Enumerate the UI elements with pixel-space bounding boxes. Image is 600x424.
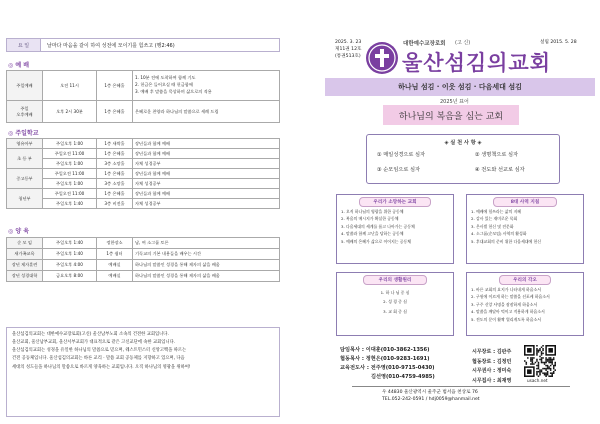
qr-module (536, 353, 538, 355)
list-item: 5. 후대교회의 준비 위한 다음세대에 헌신 (471, 238, 542, 244)
worship-table (6, 70, 280, 123)
worship-place: 1층 은혜홀 (97, 71, 133, 101)
qr-module (545, 365, 547, 367)
school-dept: 중고등부 (7, 169, 43, 189)
qr-module (535, 362, 537, 364)
school-time: 주일오전 11:00 (43, 149, 97, 159)
qr-module (533, 363, 535, 365)
qr-module (554, 369, 556, 371)
school-time: 주일오전 11:00 (43, 169, 97, 179)
training-name: 순 모 임 (7, 238, 43, 249)
announcement-line: 울산섬김의교회는 성경을 유일한 하나님의 말씀으로 믿으며, 웨스트민스터 신앙고백을 따르는 (12, 348, 187, 354)
qr-module (541, 353, 543, 355)
qr-module (545, 374, 547, 376)
practice-box (366, 134, 560, 184)
list-item: 1. 바른 교회의 요지가 나타내게 하옵소서 (471, 287, 542, 292)
staff-list (340, 346, 435, 382)
table-row (7, 139, 280, 149)
school-note: 장년들과 함께 예배 (133, 149, 280, 159)
school-place: 1층 은혜홀 (97, 189, 133, 199)
qr-module (536, 348, 538, 350)
qr-module (536, 359, 538, 361)
announcement-line: 세대의 성도들을 하나님의 말씀으로 바르게 양육하는 교회입니다. 오직 하나님의 영광을 위하여! (12, 364, 191, 370)
year-label: 2025년 표어 (440, 99, 469, 105)
note: 1. 10분 전에 도착하여 함께 기도 (135, 75, 196, 81)
elder-row (472, 358, 511, 368)
school-place: 3층 비전홀 (97, 199, 133, 209)
list-item: 5. 예배의 은혜가 삶으로 이어지는 공동체 (341, 238, 412, 244)
list-item: 4. 말씀을 깨달아 먹이고 적용하게 하옵소서 (471, 309, 545, 315)
qr-module (550, 375, 552, 377)
resolution-box (466, 272, 584, 336)
denomination-sub: (고 신) (455, 40, 471, 46)
elder-name: : 김판주 (493, 349, 512, 355)
list-item: 3. 교 회 중 심 (383, 308, 407, 314)
qr-module (536, 350, 538, 352)
issue-volume: 제11권 12호 (335, 47, 362, 52)
elder-name: : 김정민 (493, 358, 512, 365)
issue-date: 2025. 3. 23 (335, 40, 362, 45)
school-place: 1층 은혜홀 (97, 169, 133, 179)
training-time: 주일오후 1:40 (43, 249, 97, 260)
worship-notes: 은혜로운 찬양과 하나님의 말씀으로 세례 드림 (133, 101, 280, 123)
school-note: 자체 성경공부 (133, 199, 280, 209)
qr-module (542, 372, 544, 374)
qr-module (541, 357, 543, 359)
staff-role: 담임목사 (340, 347, 361, 353)
staff-name: : 전주영(010-9715-0430) (366, 365, 435, 372)
training-time: 주일오후 1:40 (43, 238, 97, 249)
qr-module (545, 360, 547, 362)
address: 우 44830 울산광역시 울주군 범서읍 천상로 76 (382, 390, 478, 395)
qr-module (554, 365, 556, 367)
training-name: 장년 제자훈련 (7, 260, 43, 271)
elder-name: : 정미숙 (493, 368, 512, 374)
life-principle-box (336, 272, 454, 336)
elder-role: 협동장로 (472, 358, 492, 365)
announcement-box (6, 327, 280, 417)
qr-module (539, 372, 541, 374)
qr-module (548, 360, 550, 362)
qr-module (541, 360, 543, 362)
announcement-line: 건전 공동체입니다. 울산섬김의교회는 바른 교리 · 말씀 교회 공동체를 지향하고 있으며, 다음 (12, 356, 185, 362)
qr-module (547, 368, 549, 370)
training-place: 정한장소 (97, 238, 133, 249)
list-item: 2. 성 경 중 심 (383, 299, 407, 305)
qr-module (550, 369, 552, 371)
qr-module (551, 362, 553, 364)
qr-module (530, 359, 532, 361)
school-dept: 청년부 (7, 189, 43, 209)
qr-module (545, 362, 547, 364)
table-row (7, 169, 280, 179)
table-row (7, 249, 280, 260)
school-note: 장년들과 함께 예배 (133, 139, 280, 149)
announcement-line: 울산섬김의교회는 대한예수교장로회(고신) 울산남부노회 소속의 건전한 교회입니다. (12, 332, 169, 337)
training-place: 예배실 (97, 271, 133, 282)
yearly-motto: 하나님의 복음을 심는 교회 (398, 111, 504, 122)
worship-name: 주일 오후예배 (7, 101, 43, 123)
qr-module (539, 359, 541, 361)
elder-role: 시무집사 (472, 377, 492, 384)
qr-module (541, 369, 543, 371)
qr-module (532, 362, 534, 364)
staff-name: : 이대훈(010-3862-1356) (361, 347, 430, 353)
note: 2. 헌금은 들어오실 때 헌금함에 (135, 82, 193, 88)
box-title: 우리가 소망하는 교회 (359, 197, 431, 207)
list-item: 1. 하 나 님 중 심 (380, 290, 410, 295)
school-place: 1층 새싹홀 (97, 139, 133, 149)
school-place: 3층 소망홀 (97, 159, 133, 169)
qr-module (550, 372, 552, 374)
qr-module (538, 350, 540, 352)
staff-row (340, 346, 435, 355)
qr-module (530, 357, 532, 359)
qr-module (544, 362, 546, 364)
qr-module (532, 360, 534, 362)
staff-row (340, 364, 435, 373)
list-item: 2. 구원에 이르게 하는 말씀을 선포케 하옵소서 (471, 294, 550, 300)
training-note: 기독교의 기본 내용들을 배우는 시간 (133, 249, 280, 260)
qr-module (538, 366, 540, 368)
qr-module (539, 348, 541, 350)
list-item: 2. 감사 있는 재미로운 목회 (471, 216, 518, 222)
qr-module (551, 375, 553, 377)
qr-module (542, 357, 544, 359)
qr-module (547, 359, 549, 361)
practice-item: ② 생명책으로 심자 (475, 152, 519, 158)
qr-module (545, 369, 547, 371)
qr-module (550, 359, 552, 361)
qr-module (550, 357, 552, 359)
qr-module (541, 371, 543, 373)
slogan-bar (325, 78, 595, 96)
qr-module (551, 359, 553, 361)
list-item: 3. 다음세대의 세계를 품고 나아가는 공동체 (341, 223, 415, 229)
qr-module (548, 348, 553, 353)
motto-bar (383, 105, 519, 125)
motto-label: 요 일 (7, 39, 41, 51)
elder-row (472, 367, 511, 377)
staff-row (340, 373, 435, 382)
worship-place: 1층 은혜홀 (97, 101, 133, 123)
list-item: 4. 말씀과 함께 고난을 당하는 공동체 (341, 231, 404, 237)
school-note: 장년들과 함께 예배 (133, 169, 280, 179)
training-time: 주일오후 4:00 (43, 260, 97, 271)
training-place: 1층 쉼터 (97, 249, 133, 260)
training-note: 하나님의 말씀인 성경을 통해 제자의 삶을 배움 (133, 271, 280, 282)
qr-module (553, 365, 555, 367)
school-place: 3층 소망홀 (97, 179, 133, 189)
table-row (7, 271, 280, 282)
practice-item: ① 매일성경으로 심자 (377, 152, 426, 158)
school-note: 장년들과 함께 예배 (133, 189, 280, 199)
qr-module (544, 374, 546, 376)
qr-module (539, 374, 541, 376)
contact: TEL.052-242-0591 / hdj0059@hanmail.net (382, 397, 480, 402)
church-name: 울산섬김의교회 (402, 51, 552, 75)
qr-module (538, 363, 540, 365)
qr-module (550, 365, 552, 367)
issue-number: (통권513호) (335, 54, 361, 59)
qr-module (539, 356, 541, 358)
qr-module (547, 366, 549, 368)
qr-module (545, 368, 547, 370)
qr-module (527, 357, 529, 359)
qr-module (545, 372, 547, 374)
school-dept: 초 등 부 (7, 149, 43, 169)
qr-module (545, 375, 547, 377)
qr-module (536, 365, 538, 367)
table-row (7, 71, 280, 101)
qr-module (547, 360, 549, 362)
school-dept: 영유아부 (7, 139, 43, 149)
qr-module (539, 369, 541, 371)
training-time: 금요오후 8:00 (43, 271, 97, 282)
qr-label: usach.net (527, 378, 548, 383)
school-place: 1층 은혜홀 (97, 149, 133, 159)
training-name: 장년 성경대학 (7, 271, 43, 282)
elder-row (472, 348, 511, 358)
list-item: 2. 복음의 메시지가 확실한 공동체 (341, 216, 399, 222)
qr-module (547, 372, 549, 374)
qr-module (553, 357, 555, 359)
school-time: 주일오후 1:40 (43, 199, 97, 209)
note: 3. 예배 후 말씀을 묵상하며 삶으로의 적용 (135, 88, 212, 94)
qr-module (553, 371, 555, 373)
qr-module (547, 365, 549, 367)
worship-heading: ◎ 예 배 (8, 62, 30, 69)
practice-item: ④ 전도와 선교로 심자 (475, 167, 525, 173)
elder-role: 시무장로 (472, 349, 492, 355)
qr-module (538, 371, 540, 373)
qr-module (538, 375, 540, 377)
table-row (7, 260, 280, 271)
training-table (6, 237, 280, 282)
divider (352, 386, 570, 387)
qr-module (548, 366, 550, 368)
qr-module (542, 350, 544, 352)
slogan: 하나님 섬김 · 이웃 섬김 · 다음세대 섬김 (398, 83, 522, 91)
practice-item: ③ 순모임으로 심자 (377, 167, 421, 173)
founded-date: 설립 2015. 5. 28 (540, 40, 577, 45)
elder-name: : 최재영 (493, 377, 512, 384)
table-row (7, 199, 280, 209)
practice-title: ◈ 실 천 사 항 ◈ (444, 140, 482, 146)
qr-module (553, 372, 555, 374)
qr-module (539, 371, 541, 373)
qr-module (544, 368, 546, 370)
qr-module (530, 363, 532, 365)
qr-module (536, 351, 538, 353)
qr-module (554, 363, 556, 365)
qr-module (541, 347, 543, 349)
staff-role: 협동목사 (340, 356, 361, 363)
qr-module (548, 362, 550, 364)
qr-module (538, 351, 540, 353)
qr-module (550, 362, 552, 364)
elder-list (472, 348, 511, 386)
staff-row (340, 355, 435, 364)
qr-module (542, 348, 544, 350)
qr-module (532, 359, 534, 361)
list-item: 3. 구주 신앙 사명을 잠잠하게 하옵소서 (471, 301, 538, 307)
qr-module (548, 359, 550, 361)
table-row (7, 149, 280, 159)
qr-module (542, 345, 544, 347)
qr-module (553, 366, 555, 368)
qr-graphic (524, 345, 556, 377)
qr-module (538, 362, 540, 364)
qr-module (536, 374, 538, 376)
list-item: 1. 예배에 힘쓰라는 삶의 지혜 (471, 209, 521, 214)
qr-module (526, 363, 528, 365)
qr-module (524, 360, 526, 362)
school-time: 주일오후 1:00 (43, 179, 97, 189)
box-title: 우리의 생활원리 (363, 275, 427, 285)
school-note: 자체 성경공부 (133, 179, 280, 189)
list-item: 3. 은사별 헌신 및 전문화 (471, 223, 514, 229)
church-logo (366, 42, 398, 74)
qr-module (551, 372, 553, 374)
qr-module (536, 345, 538, 347)
table-row (7, 189, 280, 199)
qr-module (553, 368, 555, 370)
qr-module (538, 368, 540, 370)
qr-module (541, 351, 543, 353)
qr-code-icon[interactable] (524, 345, 556, 377)
training-note: 남, 여 소그룹 토론 (133, 238, 280, 249)
qr-module (530, 360, 532, 362)
school-time: 주일오전 11:00 (43, 189, 97, 199)
qr-module (538, 365, 540, 367)
qr-module (536, 368, 538, 370)
qr-module (542, 353, 544, 355)
worship-time: 오후 2시 30분 (43, 101, 97, 123)
qr-module (536, 372, 538, 374)
table-row (7, 101, 280, 123)
school-time: 주일오후 1:00 (43, 139, 97, 149)
list-item: 4. 소그룹(순모임) 사역의 활성화 (471, 231, 527, 237)
school-time: 주일오후 1:00 (43, 159, 97, 169)
qr-module (548, 368, 550, 370)
qr-module (541, 354, 543, 356)
qr-module (554, 362, 556, 364)
training-note: 하나님의 말씀인 성경을 통해 제자의 삶을 배움 (133, 260, 280, 271)
training-name: 새가족교육 (7, 249, 43, 260)
ministry-box (466, 194, 584, 264)
qr-module (550, 368, 552, 370)
denomination: 대한예수교장로회 (403, 41, 446, 47)
qr-module (526, 362, 528, 364)
qr-module (536, 354, 538, 356)
staff-name: 김선영(010-4759-4985) (371, 374, 435, 381)
training-place: 예배실 (97, 260, 133, 271)
qr-module (539, 350, 541, 352)
qr-module (551, 363, 553, 365)
qr-module (551, 360, 553, 362)
qr-module (553, 359, 555, 361)
qr-module (544, 372, 546, 374)
worship-notes (133, 71, 280, 101)
training-heading: ◎ 양 육 (8, 228, 30, 235)
worship-time: 오전 11시 (43, 71, 97, 101)
qr-module (547, 371, 549, 373)
box-title: 8대 사역 지침 (493, 197, 557, 207)
staff-name: : 정현은(010-9283-1691) (361, 356, 430, 363)
qr-module (545, 357, 547, 359)
qr-module (527, 348, 532, 353)
elder-role: 시무권사 (472, 368, 492, 374)
qr-module (536, 360, 538, 362)
worship-name: 주일예배 (7, 71, 43, 101)
motto-box (6, 38, 280, 52)
box-title: 우리의 각오 (499, 275, 551, 285)
qr-module (541, 359, 543, 361)
school-heading: ◎ 주일학교 (8, 130, 39, 137)
hope-church-box (336, 194, 454, 264)
qr-module (542, 368, 544, 370)
qr-module (544, 363, 546, 365)
qr-module (532, 357, 534, 359)
table-row (7, 238, 280, 249)
announcement-line: 울산교회, 울산남부교회, 울산서부교회가 대표적으로 같은 고신교단에 속한 교회입니다. (12, 340, 176, 346)
motto-text: 날마다 마음을 같이 하여 성전에 모이기를 힘쓰고 (행2:46) (47, 42, 175, 49)
list-item: 5. 전도의 문이 활짝 열리게도록 하옵소서 (471, 316, 542, 322)
qr-module (551, 374, 553, 376)
qr-module (541, 362, 543, 364)
list-item: 1. 오직 하나님의 영광을 위한 공동체 (341, 209, 404, 214)
school-table (6, 138, 280, 209)
qr-module (548, 357, 550, 359)
qr-module (533, 357, 535, 359)
table-row (7, 179, 280, 189)
qr-module (545, 359, 547, 361)
qr-module (542, 362, 544, 364)
qr-module (550, 360, 552, 362)
qr-module (547, 374, 549, 376)
qr-module (532, 363, 534, 365)
elder-row (472, 377, 511, 387)
staff-role: 교육전도사 (340, 365, 366, 372)
school-note: 자체 성경공부 (133, 159, 280, 169)
qr-module (536, 371, 538, 373)
qr-module (548, 375, 550, 377)
cross-icon (366, 42, 398, 74)
table-row (7, 159, 280, 169)
qr-module (527, 369, 532, 374)
